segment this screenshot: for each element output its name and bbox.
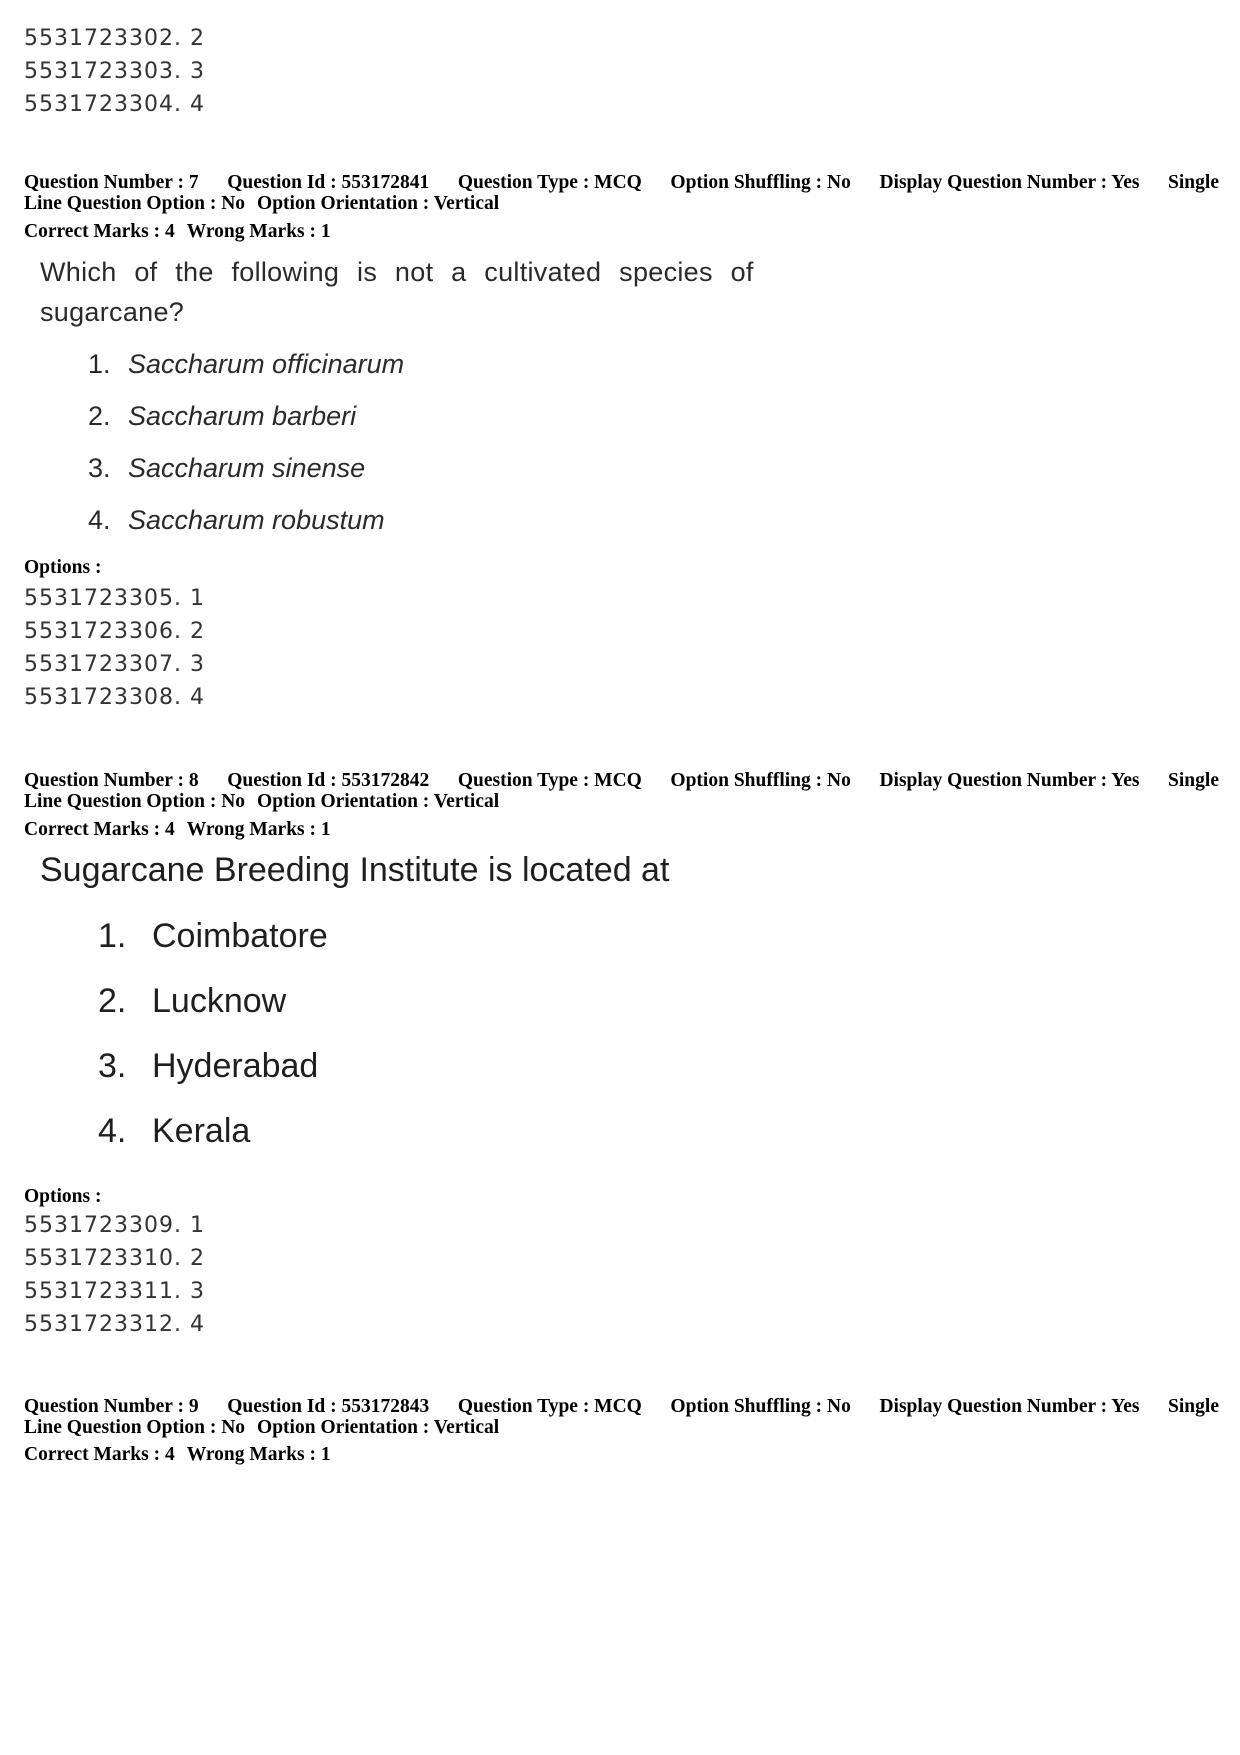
question-meta-line-2 [24,791,1219,812]
single-label: Single [1168,1396,1219,1417]
question-stem: Sugarcane Breeding Institute is located at [40,851,670,889]
display-question-number: Display Question Number : Yes [879,1396,1140,1417]
option-id: 5531723307 [24,652,174,677]
question-id: Question Id : 553172843 [227,1396,430,1417]
option-value: 2 [189,1246,205,1271]
option-value: 2 [189,26,205,51]
option-id: 5531723302 [24,26,174,51]
option-line: 5531723310. 2 [24,1246,205,1271]
question-number: Question Number : 7 [24,172,199,193]
line-question-option: Line Question Option : No [24,1417,246,1438]
question-marks [24,819,331,841]
option-value: 1 [189,586,205,611]
option-value: 4 [189,92,205,117]
question-type: Question Type : MCQ [457,770,642,791]
option-line: 5531723304. 4 [24,92,205,117]
choice-item: 3. Hyderabad [98,1047,319,1085]
option-orientation: Option Orientation : Vertical [257,1417,500,1438]
option-value: 4 [189,1312,205,1337]
option-orientation: Option Orientation : Vertical [257,193,500,214]
option-line: 5531723303. 3 [24,59,205,84]
question-meta-line-2 [24,193,1219,214]
options-label: Options : [24,557,102,578]
question-meta [24,770,1219,812]
option-orientation: Option Orientation : Vertical [257,791,500,812]
line-question-option: Line Question Option : No [24,791,246,812]
option-line: 5531723302. 2 [24,26,205,51]
correct-marks: Correct Marks : 4 [24,1444,175,1465]
single-label: Single [1168,172,1219,193]
correct-marks: Correct Marks : 4 [24,221,175,242]
option-line: 5531723307. 3 [24,652,205,677]
option-id: 5531723304 [24,92,174,117]
choice-item: 4. Kerala [98,1112,251,1150]
question-meta [24,1396,1219,1438]
option-id: 5531723310 [24,1246,174,1271]
choice-item: 2. Saccharum barberi [88,401,357,431]
option-value: 3 [189,59,205,84]
display-question-number: Display Question Number : Yes [879,770,1140,791]
question-body [40,848,800,1164]
question-number: Question Number : 8 [24,770,199,791]
choice-item: 1. Saccharum officinarum [88,349,405,379]
question-marks [24,221,331,243]
option-value: 1 [189,1213,205,1238]
question-meta-line-1 [24,770,1219,791]
option-id: 5531723303 [24,59,174,84]
option-id: 5531723312 [24,1312,174,1337]
question-id: Question Id : 553172841 [227,172,430,193]
question-meta-line-2 [24,1417,1219,1438]
question-number: Question Number : 9 [24,1396,199,1417]
option-value: 3 [189,1279,205,1304]
option-value: 4 [189,685,205,710]
question-id: Question Id : 553172842 [227,770,430,791]
question-stem: Which of the following is not a cultivated species of sugarcane? [40,257,754,327]
option-id: 5531723311 [24,1279,174,1304]
option-id: 5531723308 [24,685,174,710]
question-type: Question Type : MCQ [457,1396,642,1417]
question-marks [24,1444,331,1466]
option-line: 5531723306. 2 [24,619,205,644]
single-label: Single [1168,770,1219,791]
question-meta-line-1 [24,172,1219,193]
option-line: 5531723305. 1 [24,586,205,611]
option-value: 2 [189,619,205,644]
correct-marks: Correct Marks : 4 [24,819,175,840]
choice-item: 3. Saccharum sinense [88,453,366,483]
options-label: Options : [24,1186,102,1207]
option-shuffling: Option Shuffling : No [670,1396,851,1417]
option-id: 5531723309 [24,1213,174,1238]
option-shuffling: Option Shuffling : No [670,172,851,193]
wrong-marks: Wrong Marks : 1 [186,1444,331,1465]
option-line: 5531723312. 4 [24,1312,205,1337]
option-line: 5531723309. 1 [24,1213,205,1238]
option-line: 5531723311. 3 [24,1279,205,1304]
line-question-option: Line Question Option : No [24,193,246,214]
question-type: Question Type : MCQ [457,172,642,193]
question-meta-line-1 [24,1396,1219,1417]
choice-item: 4. Saccharum robustum [88,505,385,535]
wrong-marks: Wrong Marks : 1 [186,819,331,840]
display-question-number: Display Question Number : Yes [879,172,1140,193]
question-body [40,252,800,546]
option-shuffling: Option Shuffling : No [670,770,851,791]
option-id: 5531723306 [24,619,174,644]
question-meta [24,172,1219,214]
choice-item: 1. Coimbatore [98,917,328,955]
option-id: 5531723305 [24,586,174,611]
wrong-marks: Wrong Marks : 1 [186,221,331,242]
option-value: 3 [189,652,205,677]
choice-item: 2. Lucknow [98,982,287,1020]
option-line: 5531723308. 4 [24,685,205,710]
